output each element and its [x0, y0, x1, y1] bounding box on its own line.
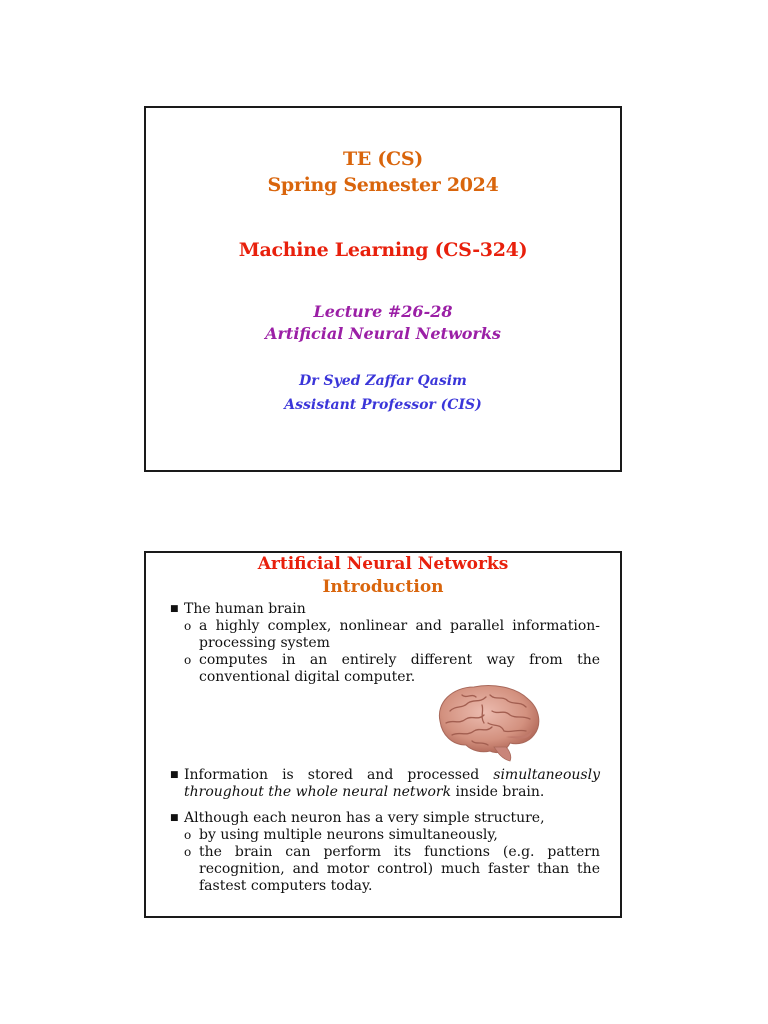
- square-bullet-icon: ■: [170, 604, 179, 614]
- bullet-item: ■ The human brain: [170, 601, 306, 617]
- sub-bullet-item: o by using multiple neurons simultaneously,: [184, 827, 498, 843]
- course-title: Machine Learning (CS-324): [238, 239, 528, 261]
- brain-icon: [432, 681, 544, 763]
- square-bullet-icon: ■: [170, 770, 179, 780]
- introduction-slide: [144, 551, 622, 918]
- bullet-item: ■ Although each neuron has a very simple structure,: [170, 810, 545, 826]
- semester: Spring Semester 2024: [267, 174, 499, 196]
- slide-subtitle: Introduction: [322, 577, 444, 597]
- title-slide: [144, 106, 622, 472]
- author-title: Assistant Professor (CIS): [284, 397, 482, 413]
- lecture-topic: Artificial Neural Networks: [265, 324, 501, 343]
- circle-bullet-icon: o: [184, 653, 192, 667]
- sub-bullet-item: o computes in an entirely different way from the conventional digital computer.: [184, 652, 600, 685]
- course-code: TE (CS): [343, 148, 423, 170]
- lecture-number: Lecture #26-28: [313, 302, 453, 321]
- sub-bullet-item: o a highly complex, nonlinear and parallel information-processing system: [184, 618, 600, 651]
- circle-bullet-icon: o: [184, 828, 192, 842]
- bullet-item: ■ Information is stored and processed simultaneously throughout the whole neural network inside brain.: [170, 767, 600, 800]
- sub-bullet-item: o the brain can perform its functions (e.g. pattern recognition, and motor control) much faster than the fastest computers today.: [184, 844, 600, 894]
- circle-bullet-icon: o: [184, 619, 192, 633]
- circle-bullet-icon: o: [184, 845, 192, 859]
- slide-title: Artificial Neural Networks: [257, 554, 509, 574]
- author-name: Dr Syed Zaffar Qasim: [299, 373, 467, 389]
- square-bullet-icon: ■: [170, 813, 179, 823]
